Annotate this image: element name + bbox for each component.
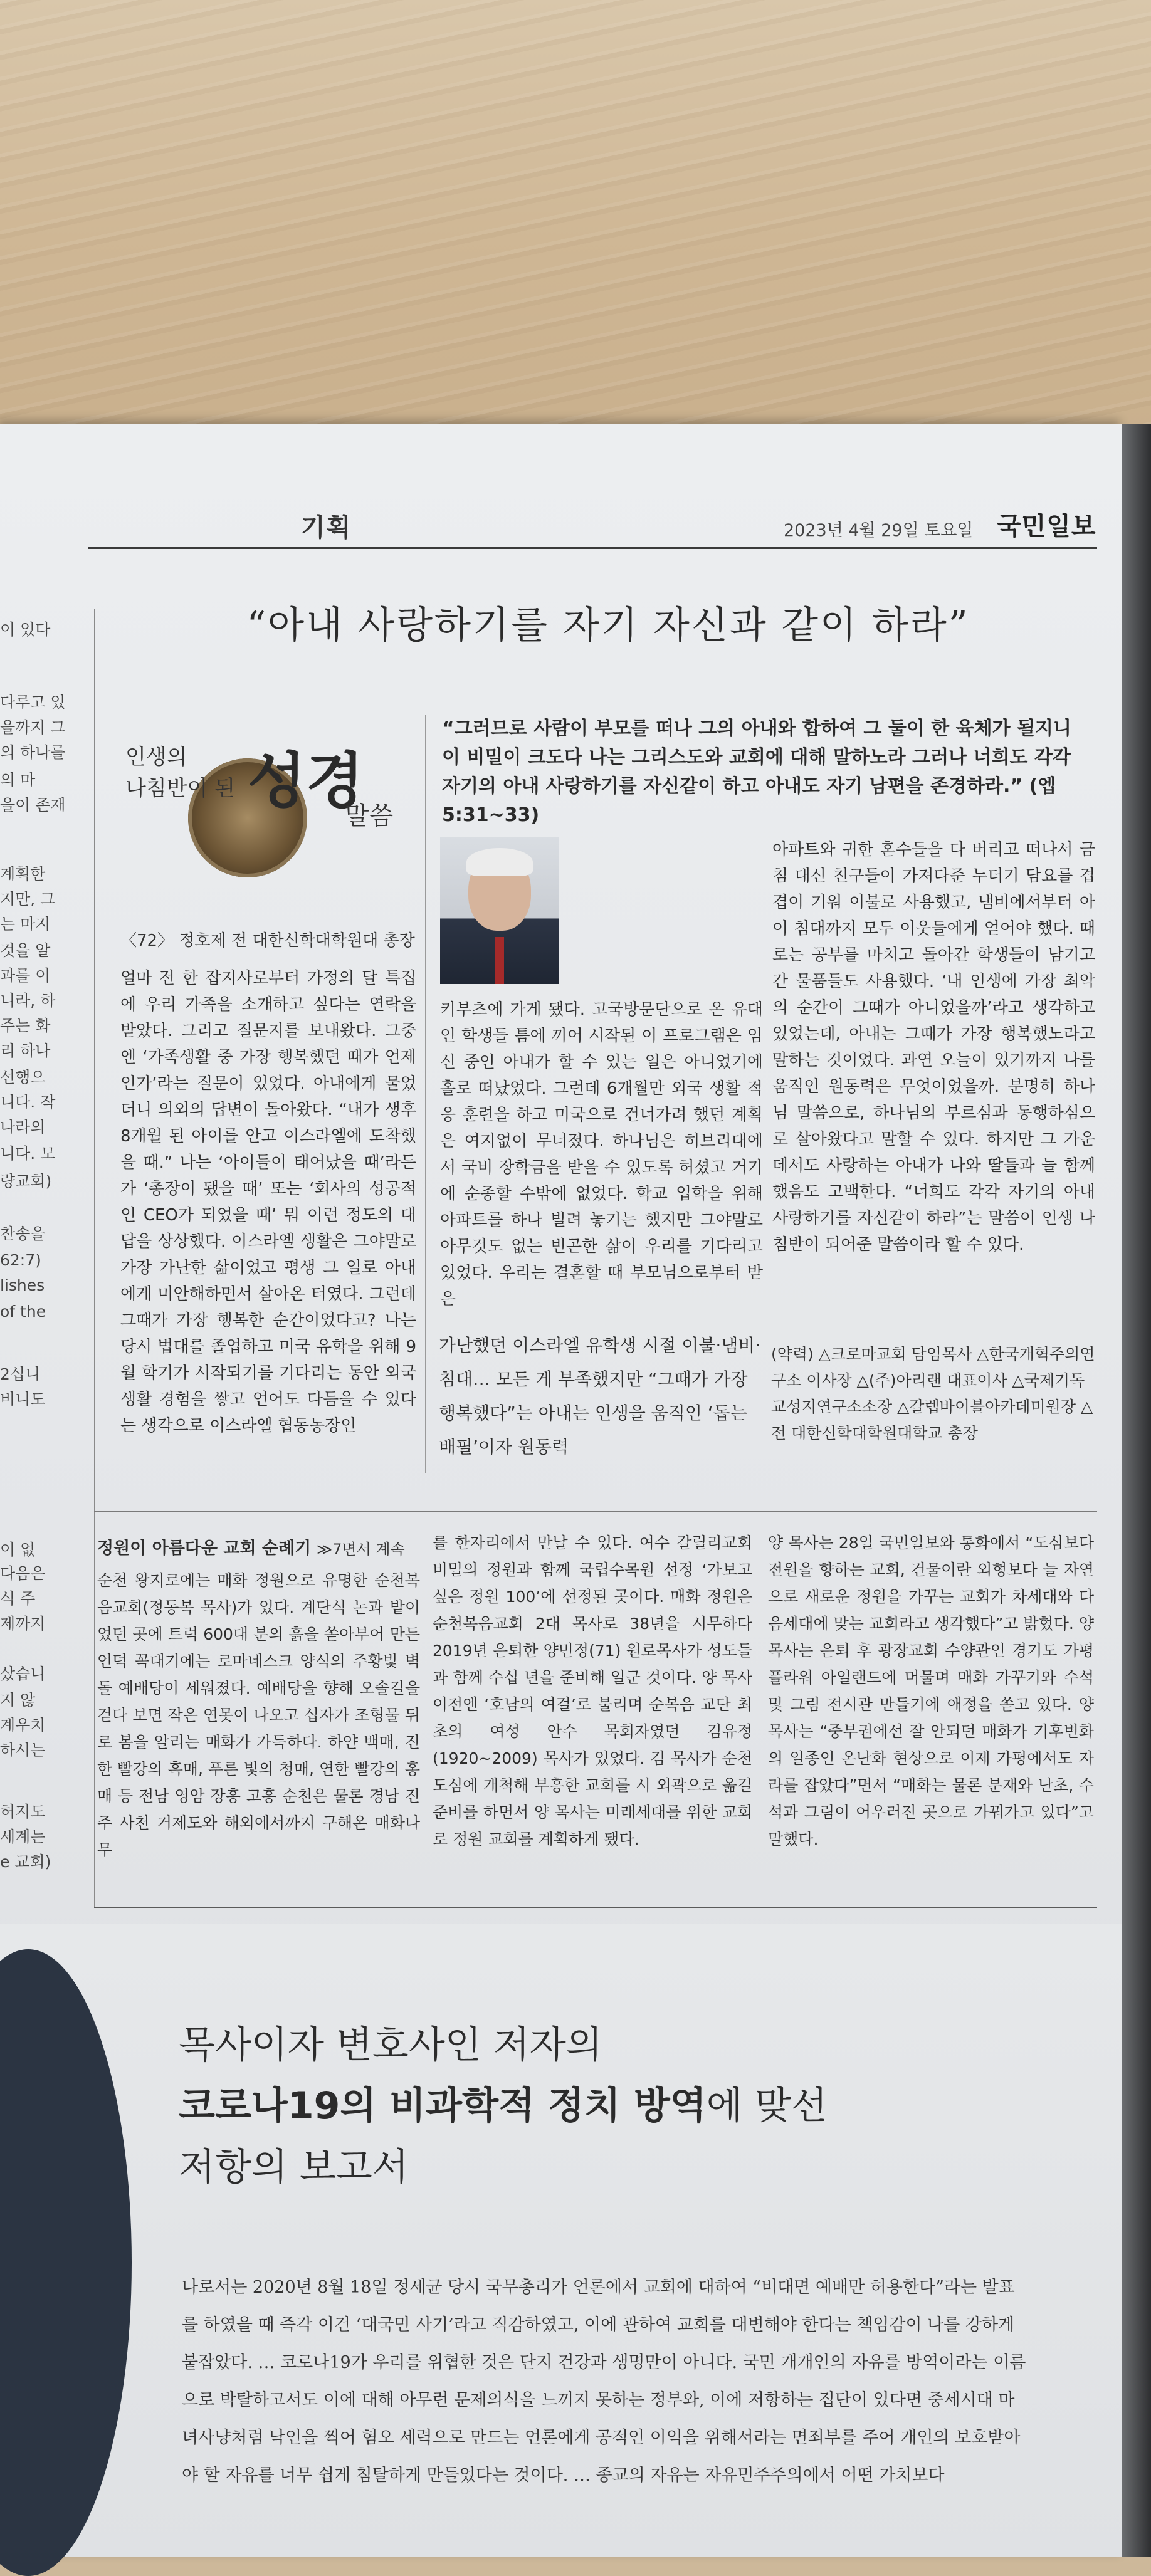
ad-body-text: 나로서는 2020년 8월 18일 정세균 당시 국무총리가 언론에서 교회에 대하여 “비대면 예배만 허용한다”라는 발표를 하였을 때 즉각 이건 ‘대국민 사기’라고 직감하였고, 이에 관하여 교회를 대변해야 한다는 책임감이 나를 강하게 붙잡았다. … 코로나19가 우리를 위협한 것은 단지 건강과 생명만이 아니다. 국민 개개인의 자유를 방역이라는 이름으로 박탈하고서도 이에 대해 아무런 문제의식을 느끼지 못하는 정부와, 이에 저항하는 집단이 있다면 중세시대 마녀사냥처럼 낙인을 찍어 혐오 세력으로 만드는 언론에게 공적인 이익을 위해서라는 면죄부를 주어 개인의 보호받아야 할 자유를 너무 쉽게 침탈하게 만들었다는 것이다. … 종교의 자유는 자유민주주의에서 어떤 가치보다 <box>182 2278 1026 2485</box>
left-fragment-line: 하시는 <box>0 1741 46 1759</box>
series-title-small: 말씀 <box>345 802 394 830</box>
left-fragment-line: 량교회) <box>0 1172 52 1190</box>
wooden-table-background <box>0 0 1151 432</box>
column-divider <box>425 715 426 1473</box>
left-fragment-line: 비니도 <box>0 1390 46 1408</box>
header-rule <box>88 547 1097 549</box>
left-fragment-line: 을이 존재 <box>0 796 66 814</box>
article-column-1: 얼마 전 한 잡지사로부터 가정의 달 특집에 우리 가족을 소개하고 싶다는 연락을 받았다. 그리고 질문지를 보내왔다. 그중엔 ‘가족생활 중 가장 행복했던 때가 언제인가’라는 질문이 있었다. 아내에게 물었더니 의외의 답변이 돌아왔다. “내가 생후 8개월 된 아이를 안고 이스라엘에 도착했을 때.” 나는 ‘아이들이 태어났을 때’라든가 ‘총장이 됐을 때’ 또는 ‘회사의 성공적인 CEO가 되었을 때’ 뭐 이런 정도의 대답을 상상했다. 이스라엘 생활은 그야말로 가장 가난한 삶이었고 평생 그 일로 아내에게 미안해하면서 살아온 터였다. 그런데 그때가 가장 행복한 순간이었다고? 나는 당시 법대를 졸업하고 미국 유학을 위해 9월 학기가 시작되기를 기다리는 동안 외국 생활 경험을 쌓고 언어도 다듬을 수 있다는 생각으로 이스라엘 협동농장인 <box>120 969 416 1435</box>
left-fragment-line: lishes <box>0 1276 45 1294</box>
ad-headline-line3: 저항의 보고서 <box>179 2145 409 2189</box>
sidebar-column-2: 를 한자리에서 만날 수 있다. 여수 갈릴리교회 비밀의 정원과 함께 국립수목원 선정 ‘가보고 싶은 정원 100’에 선정된 곳이다. 매화 정원은 순천복음교회 2대 목사로 38년을 시무하다 2019년 은퇴한 양민정(71) 원로목사가 성도들과 함께 수십 년을 준비해 일군 것이다. 양 목사 이전엔 ‘호남의 여걸’로 불리며 순복음 교단 최초의 여성 안수 목회자였던 김유정(1920~2009) 목사가 있었다. 김 목사가 순천 도심에 개척해 부흥한 교회를 시 외곽으로 옮길 준비를 하면서 양 목사는 미래세대를 위한 교회로 정원 교회를 계획하게 됐다. <box>433 1534 752 1848</box>
left-fragment-line: e 교회) <box>0 1853 51 1871</box>
sidebar-column-1: 순천 왕지로에는 매화 정원으로 유명한 순천복음교회(정동복 목사)가 있다. 계단식 논과 밭이었던 곳에 트럭 600대 분의 흙을 쏟아부어 만든 언덕 꼭대기에는 로마네스크 양식의 주황빛 벽돌 예배당이 세워졌다. 예배당을 향해 오솔길을 걷다 보면 작은 연못이 나오고 십자가 조형물 뒤로 봄을 알리는 매화가 가득하다. 하얀 백매, 진한 빨강의 흑매, 푸른 빛의 청매, 연한 빨강의 홍매 등 전남 영암 장흥 고흥 순천은 물론 경남 진주 사천 거제도와 해외에서까지 구해온 매화나무 <box>97 1571 420 1859</box>
author-byline: 〈72〉 정호제 전 대한신학대학원대 총장 <box>120 931 415 950</box>
left-fragment-line: 찬송을 <box>0 1225 46 1243</box>
author-profile: (약력) △크로마교회 담임목사 △한국개혁주의연구소 이사장 △(주)아리랜 대표이사 △국제기독교성지연구소소장 △갈렙바이블아카데미원장 △전 대한신학대학원대학교 총장 <box>771 1345 1095 1442</box>
sidebar-title: 정원이 아름다운 교회 순례기 <box>97 1539 312 1558</box>
left-fragment-line: 세계는 <box>0 1828 46 1846</box>
left-fragment-line: 의 마 <box>0 771 36 789</box>
left-fragment-line: 선행으 <box>0 1068 46 1086</box>
article-column-3: 아파트와 귀한 혼수들을 다 버리고 떠나서 금침 대신 친구들이 가져다준 누더기 담요를 겹겹이 기워 이불로 사용했고, 냄비에서부터 아이 침대까지 모두 이웃들에게 얻어야 했다. 때로는 공부를 마치고 돌아간 학생들이 남기고 간 물품들도 사용했다. ‘내 인생에 가장 최악의 순간이 그때가 아니었을까’라고 생각하고 있었는데, 아내는 그때가 가장 행복했노라고 말하는 것이었다. 과연 오늘이 있기까지 나를 움직인 원동력은 무엇이었을까. 분명히 하나님 말씀으로, 하나님의 부르심과 동행하심으로 살아왔다고 말할 수 있다. 하지만 그 가운데서도 사랑하는 아내가 나와 딸들과 늘 함께했음도 고백한다. “너희도 각각 자기의 아내 사랑하기를 자신같이 하라”는 말씀이 인생 나침반이 되어준 말씀이라 할 수 있다. <box>772 840 1095 1254</box>
author-tie <box>495 937 504 984</box>
series-title-line2: 나침반이 된 <box>125 776 236 801</box>
left-fragment-line: 는 마지 <box>0 915 51 933</box>
series-title-line1: 인생의 <box>125 745 187 770</box>
left-fragment-line: 지 않 <box>0 1691 36 1709</box>
left-fragment-line: 제까지 <box>0 1615 46 1633</box>
article-column-2: 키부츠에 가게 됐다. 고국방문단으로 온 유대인 학생들 틈에 끼어 시작된 이 프로그램은 임신 중인 아내가 할 수 있는 일은 아니었기에 홀로 떠났었다. 그런데 6개월만 외국 생활 적응 훈련을 하고 미국으로 건너가려 했던 계획은 여지없이 무너졌다. 하나님은 히브리대에서 국비 장학금을 받을 수 있도록 허셨고 거기에 순종할 수밖에 없었다. 학교 입학을 위해 아파트를 하나 빌려 놓기는 했지만 그야말로 아무것도 없는 빈곤한 삶이 우리를 기다리고 있었다. 우리는 결혼할 때 부모님으로부터 받은 <box>440 1000 763 1309</box>
left-fragment-line: 니다. 작 <box>0 1093 56 1111</box>
pull-quote: 가난했던 이스라엘 유학생 시절 이불·냄비·침대… 모든 게 부족했지만 “그때가 가장 행복했다”는 아내는 인생을 움직인 ‘돕는 배필’이자 원동력 <box>439 1335 761 1457</box>
left-fragment-line: 이 있다 <box>0 620 51 639</box>
left-fragment-line: 허지도 <box>0 1803 46 1821</box>
left-fragment-line: 과를 이 <box>0 966 51 985</box>
issue-date: 2023년 4월 29일 토요일 <box>784 521 974 540</box>
left-fragment-line: 의 하나를 <box>0 743 66 762</box>
left-fragment-line: 주는 화 <box>0 1017 51 1035</box>
author-hair <box>466 848 533 876</box>
left-fragment-line: 62:7) <box>0 1251 41 1269</box>
left-fragment-line: 지만, 그 <box>0 890 56 908</box>
left-fragment-line: 샀습니 <box>0 1665 46 1683</box>
ad-headline-bold: 코로나19의 비과학적 정치 방역 <box>179 2084 707 2128</box>
ad-headline-line2 <box>179 2076 828 2130</box>
section-label: 기획 <box>301 513 352 542</box>
column-divider <box>94 609 95 1907</box>
left-fragment-line: 이 없 <box>0 1541 36 1559</box>
left-fragment-line: 을까지 그 <box>0 718 66 736</box>
series-title-big: 성경 <box>248 745 364 816</box>
scripture-quote: “그러므로 사람이 부모를 떠나 그의 아내와 합하여 그 둘이 한 육체가 될지니 이 비밀이 크도다 나는 그리스도와 교회에 대해 말하노라 그러나 너희도 각각 자기의 아내 사랑하기를 자신같이 하고 아내도 자기 남편을 존경하라.” (엡 5:31~33) <box>442 718 1072 826</box>
left-fragment-line: 나라의 <box>0 1118 46 1136</box>
left-fragment-line: 계획한 <box>0 865 46 883</box>
left-fragment-line: of the <box>0 1302 46 1321</box>
left-fragment-line: 것을 알 <box>0 941 51 960</box>
ad-headline-line1: 목사이자 변호사인 저자의 <box>179 2023 602 2067</box>
article-headline: “아내 사랑하기를 자기 자신과 같이 하라” <box>246 604 970 647</box>
newspaper-name: 국민일보 <box>997 512 1096 541</box>
left-fragment-line: 리 하나 <box>0 1042 51 1060</box>
paper-edge-shadow <box>1122 424 1151 2557</box>
ad-headline-rest: 에 맞선 <box>706 2084 828 2128</box>
sidebar-continued: ≫7면서 계속 <box>317 1541 405 1558</box>
sidebar-column-3: 양 목사는 28일 국민일보와 통화에서 “도심보다 전원을 향하는 교회, 건물이란 외형보다 늘 자연으로 새로운 정원을 가꾸는 교회가 차세대와 다음세대에 맞는 교회라고 생각했다”고 밝혔다. 양 목사는 은퇴 후 광장교회 수양관인 경기도 가평 플라워 아일랜드에 머물며 매화 가꾸기와 수석 및 그림 전시관 만들기에 애정을 쏟고 있다. 양 목사는 “중부권에선 잘 안되던 매화가 기후변화의 일종인 온난화 현상으로 이제 가평에서도 자라를 잡았다”면서 “매화는 물론 분재와 난초, 수석과 그림이 어우러진 곳으로 가꿔가고 있다”고 말했다. <box>768 1534 1094 1848</box>
left-fragment-line: 니라, 하 <box>0 992 56 1010</box>
section-rule <box>94 1511 1097 1512</box>
left-fragment-line: 계우치 <box>0 1716 46 1734</box>
author-photo <box>440 837 559 984</box>
left-fragment-line: 다음은 <box>0 1564 46 1583</box>
ad-rule <box>94 1907 1097 1908</box>
left-fragment-line: 다루고 있 <box>0 693 66 711</box>
left-fragment-line: 2십니 <box>0 1365 41 1383</box>
left-fragment-line: 식 주 <box>0 1589 36 1608</box>
left-fragment-line: 니다. 모 <box>0 1144 56 1163</box>
